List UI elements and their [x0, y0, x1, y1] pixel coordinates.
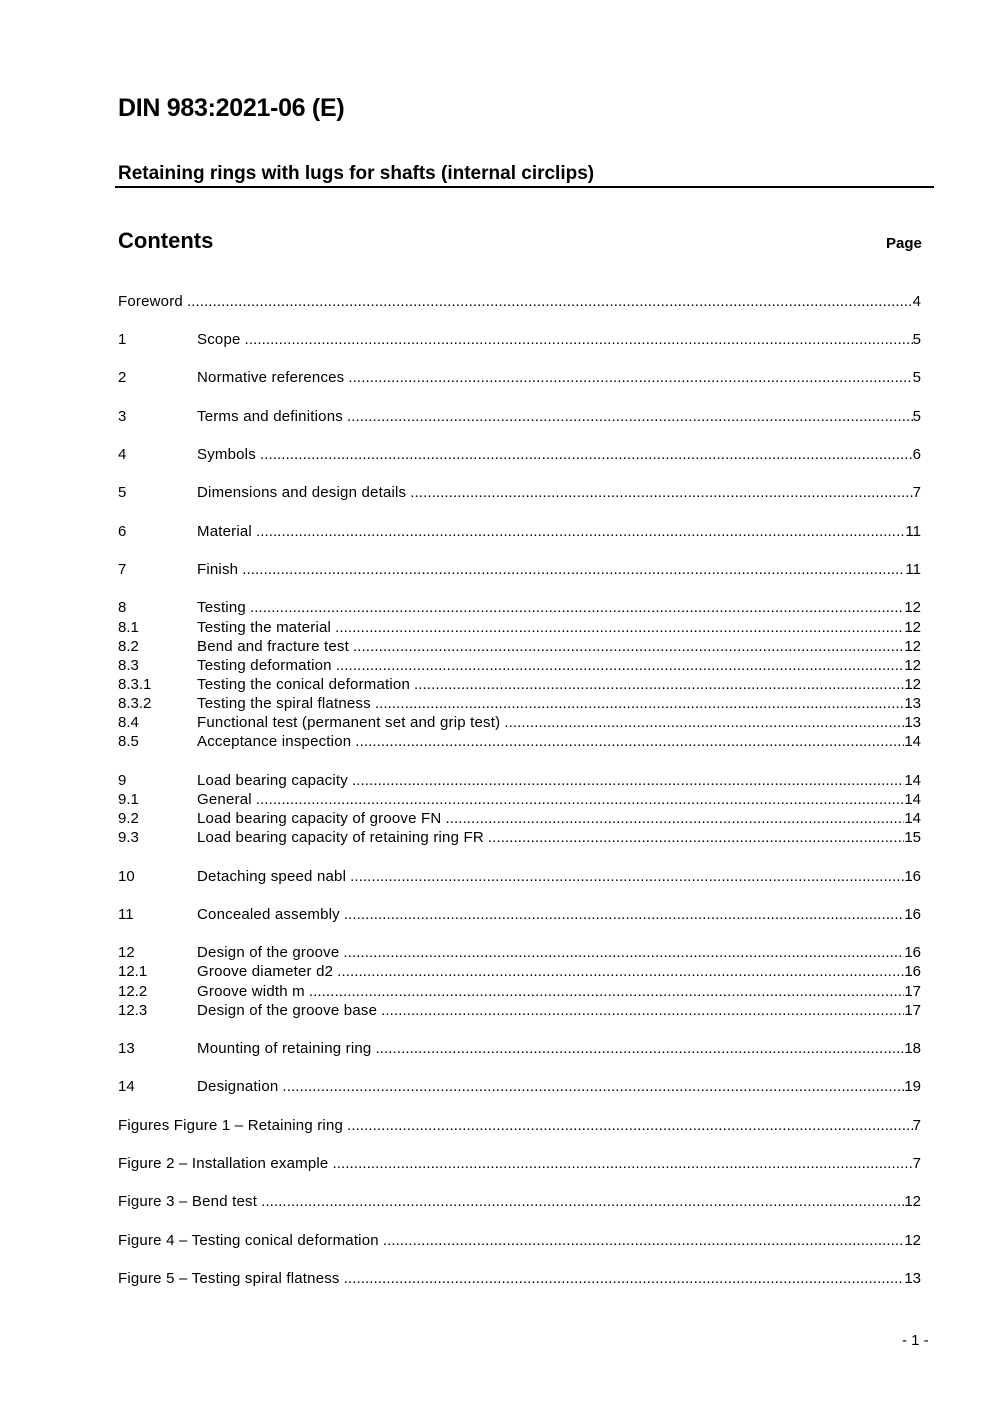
toc-entry-title: Detaching speed nabl — [197, 868, 347, 885]
toc-entry[interactable] — [118, 944, 921, 963]
toc-entry-title: Groove width m — [197, 983, 305, 1000]
toc-entry[interactable] — [118, 484, 921, 503]
toc-entry-title: Figure 3 – Bend test — [118, 1193, 258, 1210]
dot-leader — [445, 810, 904, 827]
dot-leader — [343, 944, 904, 961]
toc-entry-title: Concealed assembly — [197, 906, 340, 923]
toc-entry-title: Figure 2 – Installation example — [118, 1155, 329, 1172]
toc-entry[interactable] — [118, 446, 921, 465]
toc-entry[interactable] — [118, 983, 921, 1002]
toc-entry-page: 12 — [904, 1193, 921, 1210]
toc-entry-number: 8.4 — [118, 714, 139, 731]
toc-entry-title: Dimensions and design details — [197, 484, 407, 501]
toc-entry-number: 8.2 — [118, 638, 139, 655]
dot-leader — [256, 523, 905, 540]
toc-entry-title: Scope — [197, 331, 241, 348]
dot-leader — [383, 1232, 905, 1249]
toc-entry-number: 14 — [118, 1078, 135, 1095]
dot-leader — [187, 293, 913, 310]
toc-entry[interactable] — [118, 1002, 921, 1021]
toc-entry-page: 12 — [904, 638, 921, 655]
toc-entry[interactable] — [118, 791, 921, 810]
toc-entry[interactable] — [118, 829, 921, 848]
dot-leader — [352, 772, 904, 789]
toc-entry-page: 17 — [904, 1002, 921, 1019]
document-id: DIN 983:2021-06 (E) — [118, 94, 345, 122]
toc-entry-page: 5 — [912, 369, 921, 386]
toc-entry-title: Figure 4 – Testing conical deformation — [118, 1232, 379, 1249]
toc-entry[interactable] — [118, 331, 921, 350]
toc-entry[interactable] — [118, 963, 921, 982]
toc-entry-number: 13 — [118, 1040, 135, 1057]
toc-entry-number: 10 — [118, 868, 135, 885]
toc-entry-number: 8.3 — [118, 657, 139, 674]
toc-entry-page: 12 — [904, 619, 921, 636]
toc-entry[interactable] — [118, 868, 921, 887]
toc-entry[interactable] — [118, 369, 921, 388]
toc-entry[interactable] — [118, 1078, 921, 1097]
toc-entry-page: 19 — [904, 1078, 921, 1095]
toc-entry-title: Bend and fracture test — [197, 638, 349, 655]
toc-entry[interactable] — [118, 408, 921, 427]
toc-entry-title: Load bearing capacity of groove FN — [197, 810, 442, 827]
dot-leader — [344, 1270, 905, 1287]
toc-entry-title: Functional test (permanent set and grip test) — [197, 714, 501, 731]
toc-entry-number: 8.3.1 — [118, 676, 152, 693]
toc-entry[interactable] — [118, 1040, 921, 1059]
toc-entry-title: Designation — [197, 1078, 279, 1095]
toc-entry-title: Groove diameter d2 — [197, 963, 334, 980]
dot-leader — [337, 963, 904, 980]
toc-entry-page: 7 — [912, 1155, 921, 1172]
toc-entry-page: 16 — [904, 868, 921, 885]
toc-entry-number: 9.1 — [118, 791, 139, 808]
toc-entry-number: 6 — [118, 523, 127, 540]
dot-leader — [335, 619, 904, 636]
dot-leader — [250, 599, 904, 616]
dot-leader — [488, 829, 904, 846]
toc-entry-title: Testing the material — [197, 619, 332, 636]
toc-entry-page: 7 — [912, 1117, 921, 1134]
dot-leader — [309, 983, 904, 1000]
toc-entry[interactable] — [118, 695, 921, 714]
dot-leader — [355, 733, 904, 750]
toc-entry-page: 4 — [912, 293, 921, 310]
dot-leader — [350, 868, 904, 885]
toc-entry-title: Material — [197, 523, 252, 540]
toc-entry[interactable] — [118, 1270, 921, 1289]
toc-entry-number: 4 — [118, 446, 127, 463]
toc-entry-title: Load bearing capacity — [197, 772, 348, 789]
toc-entry-title: General — [197, 791, 252, 808]
dot-leader — [282, 1078, 904, 1095]
dot-leader — [348, 369, 912, 386]
toc-entry-number: 2 — [118, 369, 127, 386]
toc-entry-title: Load bearing capacity of retaining ring FR — [197, 829, 484, 846]
toc-entry-number: 8.1 — [118, 619, 139, 636]
toc-entry[interactable] — [118, 293, 921, 312]
dot-leader — [414, 676, 904, 693]
toc-entry-page: 13 — [904, 1270, 921, 1287]
toc-entry-number: 9 — [118, 772, 127, 789]
toc-entry-title: Design of the groove — [197, 944, 340, 961]
contents-heading: Contents — [118, 228, 214, 253]
toc-entry[interactable] — [118, 1193, 921, 1212]
toc-entry-title: Terms and definitions — [197, 408, 343, 425]
dot-leader — [375, 1040, 904, 1057]
toc-entry-page: 11 — [905, 523, 921, 540]
toc-entry-title: Finish — [197, 561, 239, 578]
toc-entry-number: 7 — [118, 561, 127, 578]
toc-entry-title: Foreword — [118, 293, 183, 310]
dot-leader — [381, 1002, 904, 1019]
dot-leader — [344, 906, 904, 923]
toc-entry-title: Acceptance inspection — [197, 733, 352, 750]
toc-entry-number: 9.3 — [118, 829, 139, 846]
toc-entry[interactable] — [118, 714, 921, 733]
dot-leader — [336, 657, 905, 674]
toc-entry-title: Testing — [197, 599, 246, 616]
dot-leader — [353, 638, 904, 655]
toc-entry-page: 16 — [904, 906, 921, 923]
document-title: Retaining rings with lugs for shafts (internal circlips) — [118, 163, 595, 184]
toc-entry-page: 12 — [904, 676, 921, 693]
toc-entry[interactable] — [118, 657, 921, 676]
dot-leader — [347, 1117, 913, 1134]
toc-entry[interactable] — [118, 906, 921, 925]
dot-leader — [260, 446, 913, 463]
toc-entry[interactable] — [118, 599, 921, 618]
page-number: - 1 - — [902, 1332, 929, 1349]
toc-entry-page: 16 — [904, 944, 921, 961]
page-column-heading: Page — [886, 235, 922, 252]
toc-entry-page: 6 — [912, 446, 921, 463]
toc-entry-title: Figure 5 – Testing spiral flatness — [118, 1270, 340, 1287]
toc-entry-page: 13 — [904, 714, 921, 731]
toc-entry-page: 14 — [904, 733, 921, 750]
toc-entry[interactable] — [118, 619, 921, 638]
toc-entry[interactable] — [118, 1232, 921, 1251]
toc-entry-title: Design of the groove base — [197, 1002, 378, 1019]
toc-entry-number: 8 — [118, 599, 127, 616]
toc-entry-page: 5 — [912, 331, 921, 348]
toc-entry-title: Symbols — [197, 446, 256, 463]
toc-entry-page: 13 — [904, 695, 921, 712]
toc-entry-page: 14 — [904, 810, 921, 827]
toc-entry-title: Testing deformation — [197, 657, 332, 674]
toc-entry[interactable] — [118, 676, 921, 695]
toc-entry-number: 11 — [118, 906, 134, 923]
toc-entry[interactable] — [118, 638, 921, 657]
dot-leader — [261, 1193, 904, 1210]
toc-entry[interactable] — [118, 523, 921, 542]
toc-entry-page: 12 — [904, 657, 921, 674]
dot-leader — [347, 408, 913, 425]
toc-entry-page: 17 — [904, 983, 921, 1000]
toc-entry-number: 8.5 — [118, 733, 139, 750]
toc-entry-number: 12.2 — [118, 983, 148, 1000]
toc-entry-page: 7 — [912, 484, 921, 501]
toc-entry-number: 5 — [118, 484, 127, 501]
toc-entry-page: 16 — [904, 963, 921, 980]
dot-leader — [245, 331, 913, 348]
toc-entry-page: 18 — [904, 1040, 921, 1057]
dot-leader — [375, 695, 904, 712]
toc-entry-title: Mounting of retaining ring — [197, 1040, 372, 1057]
toc-entry-page: 14 — [904, 791, 921, 808]
dot-leader — [504, 714, 904, 731]
toc-entry-title: Normative references — [197, 369, 345, 386]
toc-entry-number: 12.3 — [118, 1002, 148, 1019]
dot-leader — [256, 791, 905, 808]
toc-entry-page: 12 — [904, 1232, 921, 1249]
toc-entry-title: Figures Figure 1 – Retaining ring — [118, 1117, 344, 1134]
dot-leader — [410, 484, 912, 501]
toc-entry[interactable] — [118, 561, 921, 580]
toc-entry-number: 12 — [118, 944, 135, 961]
dot-leader — [332, 1155, 912, 1172]
toc-entry-page: 12 — [904, 599, 921, 616]
toc-entry-number: 3 — [118, 408, 127, 425]
toc-entry-number: 1 — [118, 331, 127, 348]
title-rule — [115, 186, 934, 188]
toc-entry-number: 12.1 — [118, 963, 148, 980]
toc-entry[interactable] — [118, 1117, 921, 1136]
toc-entry-number: 8.3.2 — [118, 695, 152, 712]
toc-entry[interactable] — [118, 810, 921, 829]
toc-entry-page: 14 — [904, 772, 921, 789]
toc-entry-title: Testing the conical deformation — [197, 676, 410, 693]
dot-leader — [242, 561, 905, 578]
toc-entry-page: 11 — [905, 561, 921, 578]
toc-entry-page: 15 — [904, 829, 921, 846]
toc-entry[interactable] — [118, 733, 921, 752]
toc-entry-title: Testing the spiral flatness — [197, 695, 371, 712]
toc-entry-number: 9.2 — [118, 810, 139, 827]
toc-entry[interactable] — [118, 772, 921, 791]
toc-entry-page: 5 — [912, 408, 921, 425]
toc-entry[interactable] — [118, 1155, 921, 1174]
